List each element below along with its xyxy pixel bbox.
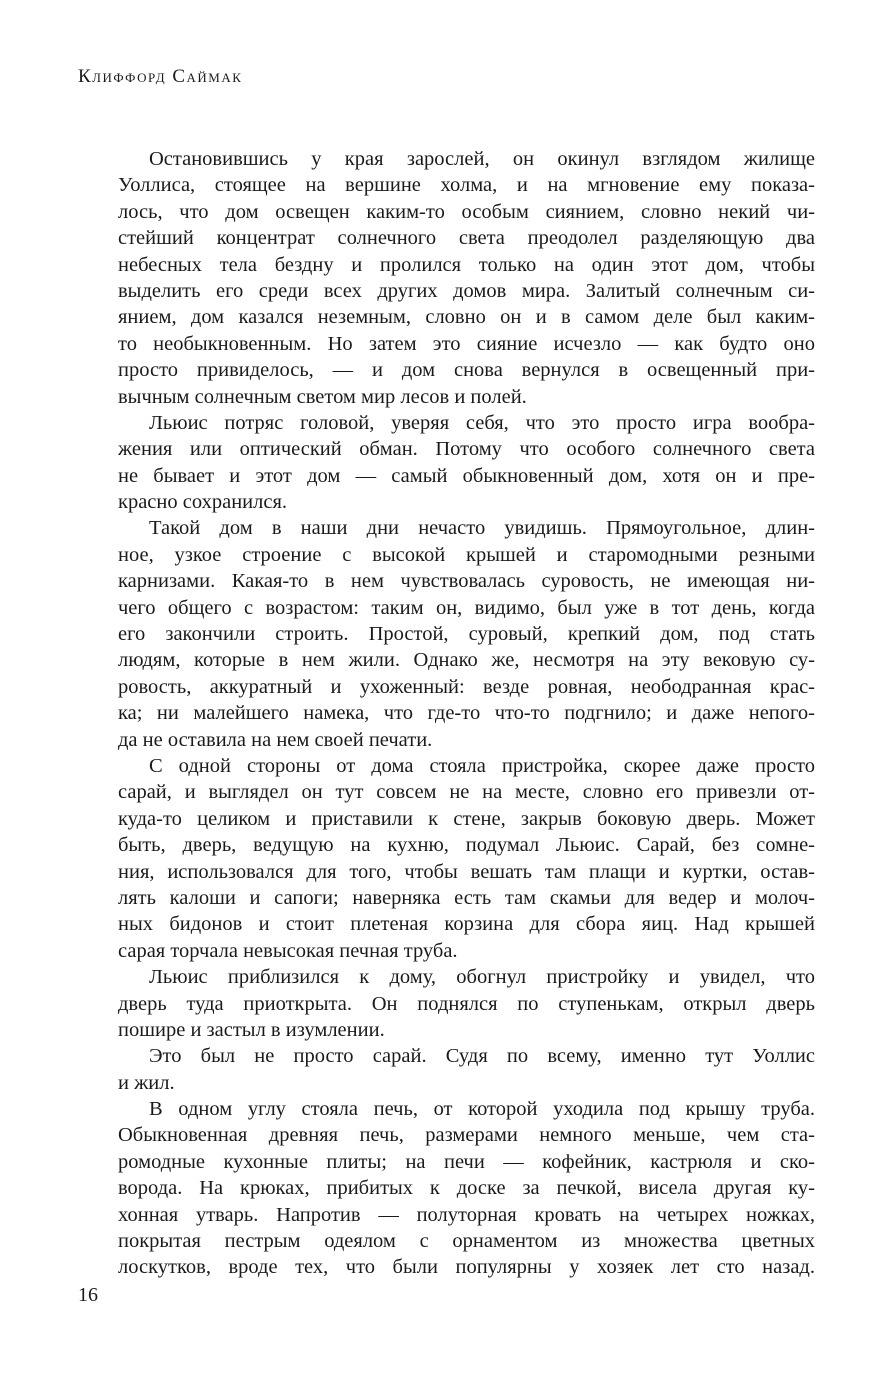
text-line: да не оставила на нем своей печати.: [118, 728, 433, 751]
text-line: ное, узкое строение с высокой крышей и старомодными резными: [118, 543, 815, 566]
paragraph: [118, 410, 815, 516]
paragraph: [118, 146, 815, 410]
text-line: Это был не просто сарай. Судя по всему, именно тут Уоллис: [149, 1045, 815, 1068]
paragraph: [118, 1096, 815, 1281]
text-line: карнизами. Какая-то в нем чувствовалась суровость, не имеющая ни-: [118, 570, 815, 593]
text-line: красно сохранился.: [118, 491, 288, 514]
text-line: покрытая пестрым одеялом с орнаментом из множества цветных: [118, 1230, 815, 1253]
text-line: вычным солнечным светом мир лесов и полей.: [118, 385, 527, 408]
text-line: просто привиделось, — и дом снова вернулся в освещенный при-: [118, 359, 815, 382]
text-line: сарай, и выглядел он тут совсем не на месте, словно его привезли от-: [118, 781, 815, 804]
text-line: не бывает и этот дом — самый обыкновенный дом, хотя он и пре-: [118, 464, 815, 487]
paragraph: [118, 515, 815, 753]
body-text: [118, 146, 815, 1281]
text-line: Льюис потряс головой, уверяя себя, что это просто игра вообра-: [149, 411, 815, 434]
text-line: его закончили строить. Простой, суровый, крепкий дом, под стать: [118, 623, 815, 646]
text-line: янием, дом казался неземным, словно он и в самом деле был каким-: [118, 306, 815, 329]
text-line: лось, что дом освещен каким-то особым сиянием, словно некий чи-: [118, 200, 815, 223]
text-line: ромодные кухонные плиты; на печи — кофейник, кастрюля и ско-: [118, 1150, 815, 1173]
text-line: С одной стороны от дома стояла пристройка, скорее даже просто: [149, 754, 815, 777]
running-head: Клиффорд Саймак: [78, 66, 243, 87]
text-line: ворода. На крюках, прибитых к доске за печкой, висела другая ку-: [118, 1177, 815, 1200]
paragraph: [118, 753, 815, 964]
text-line: Льюис приблизился к дому, обогнул пристройку и увидел, что: [149, 966, 815, 989]
text-line: ных бидонов и стоит плетеная корзина для сбора яиц. Над крышей: [118, 913, 815, 936]
text-line: Обыкновенная древняя печь, размерами немного меньше, чем ста-: [118, 1124, 815, 1147]
text-line: ка; ни малейшего намека, что где-то что-то подгнило; и даже непого-: [118, 702, 815, 725]
text-line: ровость, аккуратный и ухоженный: везде ровная, неободранная крас-: [118, 675, 815, 698]
text-line: выделить его среди всех других домов мира. Залитый солнечным си-: [118, 279, 815, 302]
text-line: то необыкновенным. Но затем это сияние исчезло — как будто оно: [118, 332, 815, 355]
text-line: сарая торчала невысокая печная труба.: [118, 939, 458, 962]
text-line: Остановившись у края зарослей, он окинул взглядом жилище: [149, 148, 815, 170]
paragraph: [118, 964, 815, 1043]
text-line: Уоллиса, стоящее на вершине холма, и на мгновение ему показа-: [118, 174, 815, 197]
text-line: стейший концентрат солнечного света преодолел разделяющую два: [118, 227, 815, 250]
text-line: лоскутков, вроде тех, что были популярны у хозяек лет сто назад.: [118, 1256, 815, 1279]
text-line: и жил.: [118, 1071, 175, 1094]
text-line: жения или оптический обман. Потому что особого солнечного света: [118, 438, 815, 461]
text-line: быть, дверь, ведущую на кухню, подумал Льюис. Сарай, без сомне-: [118, 834, 815, 857]
text-line: хонная утварь. Напротив — полуторная кровать на четырех ножках,: [118, 1203, 815, 1226]
text-line: дверь туда приоткрыта. Он поднялся по ступенькам, открыл дверь: [118, 992, 815, 1015]
text-line: пошире и застыл в изумлении.: [118, 1018, 385, 1041]
text-line: небесных тела бездну и пролился только на один этот дом, чтобы: [118, 253, 815, 276]
text-line: Такой дом в наши дни нечасто увидишь. Прямоугольное, длин-: [149, 517, 815, 540]
text-line: куда-то целиком и приставили к стене, закрыв боковую дверь. Может: [118, 807, 815, 830]
paragraph: [118, 1043, 815, 1096]
text-line: людям, которые в нем жили. Однако же, несмотря на эту вековую су-: [118, 649, 815, 672]
text-line: В одном углу стояла печь, от которой уходила под крышу труба.: [149, 1098, 815, 1121]
text-line: чего общего с возрастом: таким он, видимо, был уже в тот день, когда: [118, 596, 815, 619]
text-line: лять калоши и сапоги; наверняка есть там скамьи для ведер и молоч-: [118, 886, 815, 909]
page-number: 16: [78, 1284, 98, 1306]
text-line: ния, использовался для того, чтобы вешать там плащи и куртки, остав-: [118, 860, 815, 883]
